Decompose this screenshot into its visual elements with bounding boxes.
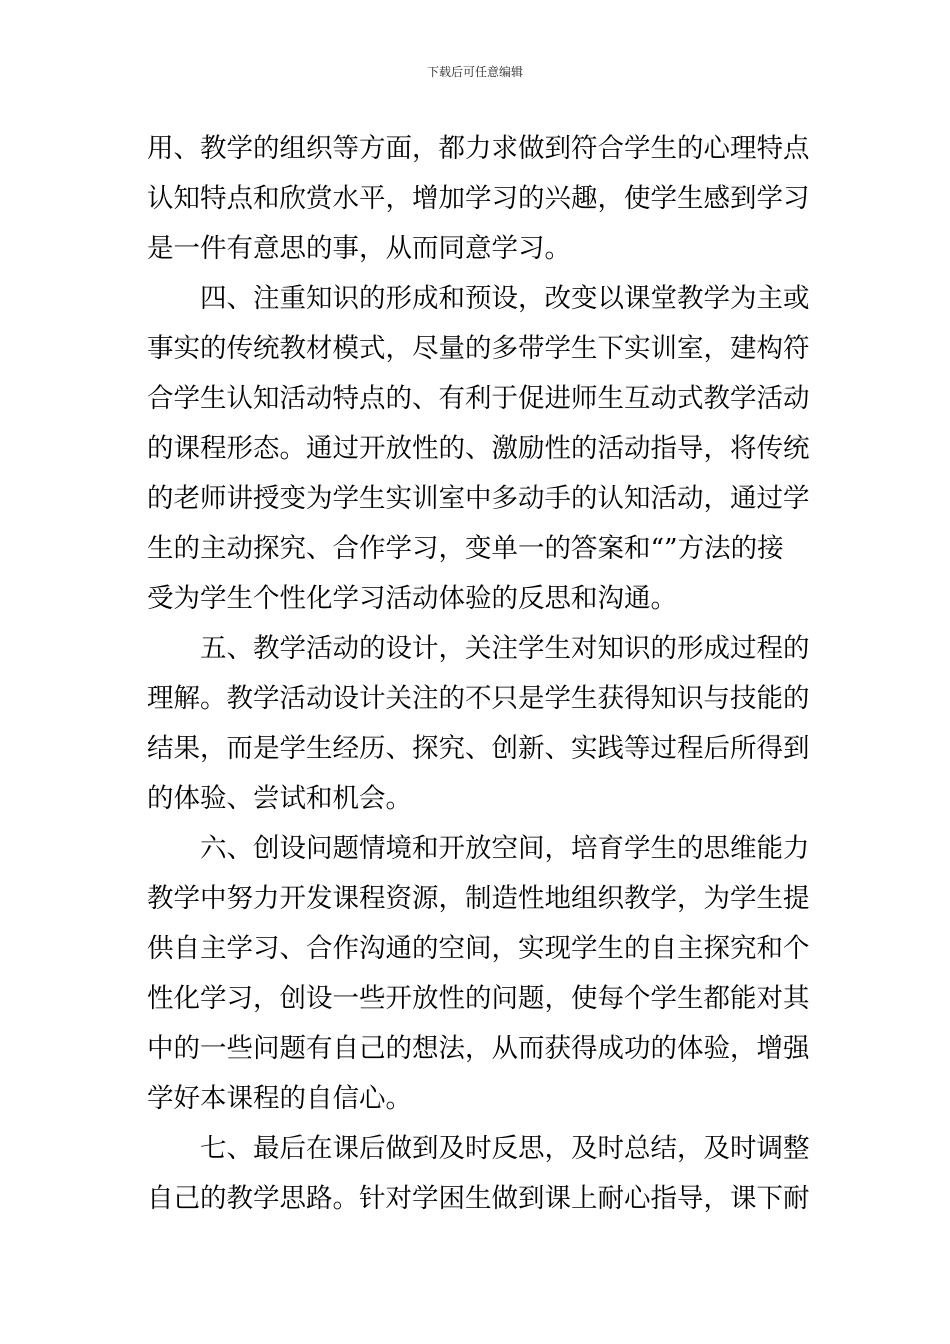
text-line: 生的主动探究、合作学习，变单一的答案和“”方法的接 — [147, 533, 784, 564]
text-line: 中的一些问题有自己的想法，从而获得成功的体验，增强 — [147, 1033, 810, 1064]
paragraph-start-line: 七、最后在课后做到及时反思，及时总结，及时调整 — [200, 1133, 810, 1164]
text-line: 合学生认知活动特点的、有利于促进师生互动式教学活动 — [147, 383, 810, 414]
text-line: 的老师讲授变为学生实训室中多动手的认知活动，通过学 — [147, 483, 810, 514]
text-line: 结果，而是学生经历、探究、创新、实践等过程后所得到 — [147, 733, 810, 764]
text-line: 事实的传统教材模式，尽量的多带学生下实训室，建构符 — [147, 333, 810, 364]
text-line: 性化学习，创设一些开放性的问题，使每个学生都能对其 — [147, 983, 810, 1014]
text-line: 受为学生个性化学习活动体验的反思和沟通。 — [147, 583, 677, 614]
text-line: 理解。教学活动设计关注的不只是学生获得知识与技能的 — [147, 683, 810, 714]
page-header: 下载后可任意编辑 — [426, 65, 523, 79]
text-line: 用、教学的组织等方面，都力求做到符合学生的心理特点 — [147, 133, 810, 164]
text-line: 的体验、尝试和机会。 — [147, 783, 412, 814]
paragraph-start-line: 四、注重知识的形成和预设，改变以课堂教学为主或 — [200, 283, 810, 314]
paragraph-start-line: 五、教学活动的设计，关注学生对知识的形成过程的 — [200, 633, 810, 664]
text-line: 是一件有意思的事，从而同意学习。 — [147, 233, 571, 264]
text-line: 认知特点和欣赏水平，增加学习的兴趣，使学生感到学习 — [147, 183, 810, 214]
text-line: 自己的教学思路。针对学困生做到课上耐心指导，课下耐 — [147, 1183, 810, 1214]
text-line: 的课程形态。通过开放性的、激励性的活动指导，将传统 — [147, 433, 810, 464]
body-text — [147, 124, 811, 1224]
text-line: 教学中努力开发课程资源，制造性地组织教学，为学生提 — [147, 883, 810, 914]
paragraph-start-line: 六、创设问题情境和开放空间，培育学生的思维能力 — [200, 833, 810, 864]
text-line: 供自主学习、合作沟通的空间，实现学生的自主探究和个 — [147, 933, 810, 964]
text-line: 学好本课程的自信心。 — [147, 1083, 412, 1114]
